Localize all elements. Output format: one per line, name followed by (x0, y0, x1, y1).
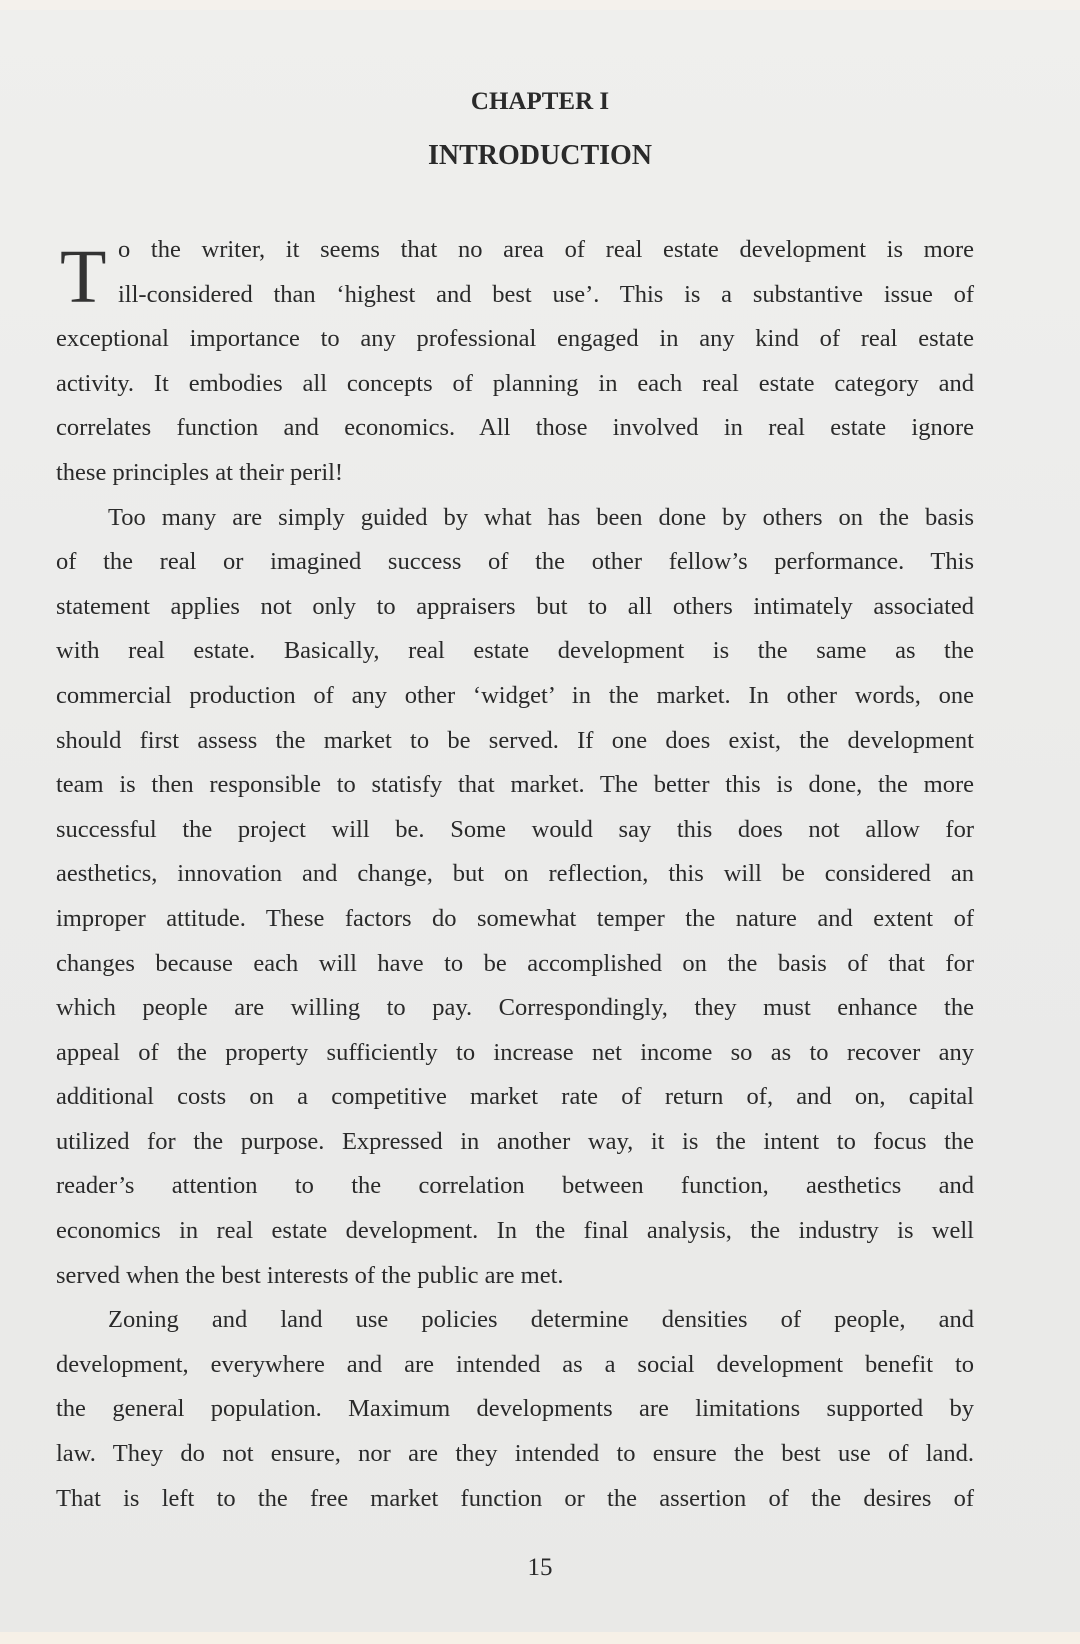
drop-cap: T (60, 235, 107, 319)
text-line: reader’s attention to the correlation between function, aesthetics and (56, 1172, 974, 1200)
text-line: which people are willing to pay. Correspondingly, they must enhance the (56, 994, 974, 1022)
scan-bottom-edge (0, 1632, 1080, 1644)
text-line: activity. It embodies all concepts of planning in each real estate category and (56, 369, 974, 397)
text-line: aesthetics, innovation and change, but on reflection, this will be considered an (56, 860, 974, 888)
text-line: economics in real estate development. In the final analysis, the industry is well (56, 1217, 974, 1245)
text-line: with real estate. Basically, real estate development is the same as the (56, 637, 974, 665)
text-line: changes because each will have to be accomplished on the basis of that for (56, 949, 974, 977)
text-line: ill-considered than ‘highest and best use’. This is a substantive issue of (118, 280, 974, 308)
text-line: correlates function and economics. All those involved in real estate ignore (56, 414, 974, 442)
chapter-title: INTRODUCTION (427, 140, 653, 171)
text-line: the general population. Maximum developments are limitations supported by (56, 1395, 974, 1423)
text-line: utilized for the purpose. Expressed in another way, it is the intent to focus the (56, 1127, 974, 1155)
page-number: 15 (527, 1554, 553, 1581)
text-line: successful the project will be. Some would say this does not allow for (56, 815, 974, 843)
text-line: Too many are simply guided by what has been done by others on the basis (108, 503, 974, 531)
text-line: law. They do not ensure, nor are they intended to ensure the best use of land. (56, 1440, 974, 1468)
scan-top-edge (0, 0, 1080, 10)
text-line: Zoning and land use policies determine densities of people, and (108, 1306, 974, 1334)
text-line: these principles at their peril! (56, 458, 344, 486)
text-line: exceptional importance to any professional engaged in any kind of real estate (56, 325, 974, 353)
text-line: additional costs on a competitive market rate of return of, and on, capital (56, 1083, 974, 1111)
text-line: team is then responsible to statisfy that market. The better this is done, the more (56, 771, 974, 799)
text-line: of the real or imagined success of the other fellow’s performance. This (56, 548, 974, 576)
text-line: served when the best interests of the public are met. (56, 1261, 564, 1289)
text-line: appeal of the property sufficiently to increase net income so as to recover any (56, 1038, 974, 1066)
text-line: That is left to the free market function or the assertion of the desires of (56, 1484, 974, 1512)
text-line: should first assess the market to be served. If one does exist, the development (56, 726, 974, 754)
text-line: improper attitude. These factors do somewhat temper the nature and extent of (56, 904, 974, 932)
text-line: o the writer, it seems that no area of real estate development is more (118, 236, 974, 263)
text-line: statement applies not only to appraisers but to all others intimately associated (56, 592, 974, 620)
text-line: commercial production of any other ‘widget’ in the market. In other words, one (56, 681, 974, 709)
text-line: development, everywhere and are intended as a social development benefit to (56, 1350, 974, 1378)
chapter-number: CHAPTER I (470, 88, 610, 115)
body-text (56, 228, 974, 1521)
